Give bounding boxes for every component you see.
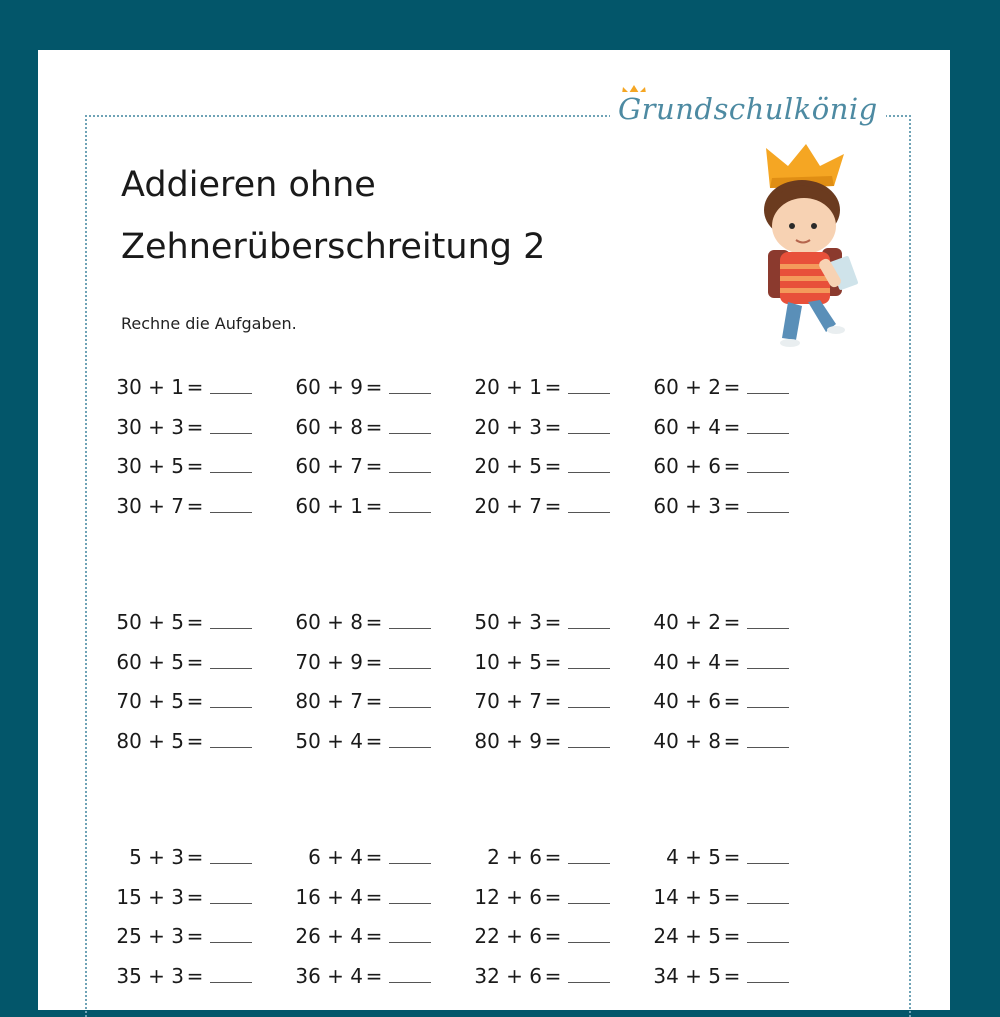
addition-task (454, 650, 610, 674)
equals-sign: = (544, 375, 562, 399)
task-expression: 70 + 9 (295, 649, 363, 674)
addition-task (454, 610, 610, 634)
answer-blank[interactable] (747, 454, 789, 473)
equals-sign: = (186, 375, 204, 399)
answer-blank[interactable] (389, 494, 431, 513)
addition-task (454, 689, 610, 713)
equals-sign: = (365, 845, 383, 869)
addition-task (96, 689, 252, 713)
addition-task (633, 885, 789, 909)
task-expression: 60 + 3 (653, 493, 721, 518)
task-expression: 40 + 4 (653, 649, 721, 674)
instruction-text: Rechne die Aufgaben. (121, 314, 297, 333)
task-expression: 16 + 4 (295, 884, 363, 909)
task-expression: 30 + 1 (116, 375, 184, 399)
equals-sign: = (723, 493, 741, 518)
equals-sign: = (365, 610, 383, 634)
addition-task (96, 494, 252, 518)
answer-blank[interactable] (568, 415, 610, 434)
answer-blank[interactable] (210, 610, 252, 629)
answer-blank[interactable] (389, 845, 431, 864)
answer-blank[interactable] (747, 964, 789, 983)
addition-task (275, 375, 431, 399)
addition-task (633, 610, 789, 634)
equals-sign: = (723, 924, 741, 948)
answer-blank[interactable] (210, 454, 252, 473)
equals-sign: = (544, 963, 562, 988)
equals-sign: = (186, 689, 204, 713)
answer-blank[interactable] (568, 924, 610, 943)
addition-task (275, 415, 431, 439)
equals-sign: = (544, 649, 562, 674)
equals-sign: = (186, 649, 204, 674)
answer-blank[interactable] (568, 610, 610, 629)
addition-task (454, 964, 610, 988)
answer-blank[interactable] (568, 845, 610, 864)
addition-task (275, 924, 431, 948)
equals-sign: = (723, 689, 741, 713)
answer-blank[interactable] (568, 885, 610, 904)
addition-task (275, 845, 431, 869)
equals-sign: = (186, 414, 204, 439)
addition-task (275, 610, 431, 634)
answer-blank[interactable] (747, 494, 789, 513)
equals-sign: = (544, 493, 562, 518)
answer-blank[interactable] (747, 610, 789, 629)
answer-blank[interactable] (568, 375, 610, 394)
answer-blank[interactable] (389, 885, 431, 904)
addition-task (454, 729, 610, 753)
brand-logo: Grundschulkönig (610, 92, 886, 126)
answer-blank[interactable] (568, 964, 610, 983)
answer-blank[interactable] (389, 729, 431, 748)
task-expression: 80 + 9 (474, 728, 542, 753)
task-expression: 32 + 6 (474, 963, 542, 988)
addition-task (454, 494, 610, 518)
addition-task (454, 845, 610, 869)
equals-sign: = (544, 610, 562, 634)
task-expression: 24 + 5 (653, 924, 721, 948)
task-expression: 36 + 4 (295, 963, 363, 988)
addition-task (633, 454, 789, 478)
addition-task (96, 650, 252, 674)
task-expression: 60 + 8 (295, 610, 363, 634)
answer-blank[interactable] (747, 375, 789, 394)
equals-sign: = (186, 610, 204, 634)
equals-sign: = (186, 963, 204, 988)
equals-sign: = (723, 884, 741, 909)
equals-sign: = (186, 884, 204, 909)
task-expression: 12 + 6 (474, 884, 542, 909)
answer-blank[interactable] (747, 845, 789, 864)
answer-blank[interactable] (389, 375, 431, 394)
task-expression: 30 + 5 (116, 454, 184, 478)
task-expression: 20 + 1 (474, 375, 542, 399)
equals-sign: = (723, 610, 741, 634)
addition-task (454, 885, 610, 909)
addition-task (96, 610, 252, 634)
answer-blank[interactable] (568, 729, 610, 748)
equals-sign: = (186, 728, 204, 753)
task-expression: 20 + 3 (474, 414, 542, 439)
answer-blank[interactable] (747, 885, 789, 904)
answer-blank[interactable] (210, 845, 252, 864)
answer-blank[interactable] (389, 689, 431, 708)
title-line-2: Zehnerüberschreitung 2 (121, 227, 546, 267)
answer-blank[interactable] (210, 650, 252, 669)
task-expression: 15 + 3 (116, 884, 184, 909)
equals-sign: = (365, 493, 383, 518)
addition-task (275, 729, 431, 753)
answer-blank[interactable] (568, 454, 610, 473)
answer-blank[interactable] (568, 650, 610, 669)
boy-with-crown-illustration (748, 140, 878, 355)
equals-sign: = (186, 845, 204, 869)
equals-sign: = (365, 924, 383, 948)
answer-blank[interactable] (210, 924, 252, 943)
answer-blank[interactable] (747, 650, 789, 669)
equals-sign: = (544, 884, 562, 909)
task-expression: 30 + 7 (116, 493, 184, 518)
addition-task (96, 375, 252, 399)
equals-sign: = (365, 963, 383, 988)
task-expression: 70 + 7 (474, 689, 542, 713)
answer-blank[interactable] (389, 964, 431, 983)
addition-task (96, 924, 252, 948)
task-expression: 34 + 5 (653, 963, 721, 988)
equals-sign: = (186, 454, 204, 478)
addition-task (275, 494, 431, 518)
equals-sign: = (365, 649, 383, 674)
equals-sign: = (723, 414, 741, 439)
addition-task (633, 964, 789, 988)
addition-task (96, 845, 252, 869)
task-expression: 60 + 9 (295, 375, 363, 399)
answer-blank[interactable] (210, 689, 252, 708)
page-title (121, 154, 545, 278)
equals-sign: = (544, 845, 562, 869)
task-expression: 20 + 7 (474, 493, 542, 518)
addition-task (96, 964, 252, 988)
addition-task (633, 729, 789, 753)
task-expression: 2 + 6 (487, 845, 542, 869)
equals-sign: = (365, 884, 383, 909)
equals-sign: = (544, 414, 562, 439)
task-expression: 80 + 5 (116, 728, 184, 753)
task-expression: 26 + 4 (295, 924, 363, 948)
addition-task (96, 415, 252, 439)
task-expression: 35 + 3 (116, 963, 184, 988)
addition-task (96, 454, 252, 478)
task-expression: 60 + 6 (653, 454, 721, 478)
addition-task (275, 964, 431, 988)
equals-sign: = (544, 728, 562, 753)
equals-sign: = (723, 649, 741, 674)
equals-sign: = (544, 924, 562, 948)
equals-sign: = (723, 845, 741, 869)
task-expression: 25 + 3 (116, 924, 184, 948)
equals-sign: = (365, 414, 383, 439)
task-expression: 10 + 5 (474, 649, 542, 674)
addition-task (633, 650, 789, 674)
task-expression: 60 + 1 (295, 493, 363, 518)
task-expression: 14 + 5 (653, 884, 721, 909)
addition-task (275, 885, 431, 909)
equals-sign: = (544, 454, 562, 478)
addition-task (275, 454, 431, 478)
answer-blank[interactable] (210, 885, 252, 904)
task-expression: 22 + 6 (474, 924, 542, 948)
equals-sign: = (365, 728, 383, 753)
addition-task (454, 415, 610, 439)
answer-blank[interactable] (389, 454, 431, 473)
worksheet (38, 50, 950, 1010)
addition-task (633, 415, 789, 439)
equals-sign: = (544, 689, 562, 713)
task-expression: 40 + 8 (653, 728, 721, 753)
task-expression: 40 + 6 (653, 689, 721, 713)
task-expression: 50 + 3 (474, 610, 542, 634)
addition-task (454, 924, 610, 948)
answer-blank[interactable] (210, 415, 252, 434)
addition-task (96, 729, 252, 753)
answer-blank[interactable] (747, 924, 789, 943)
answer-blank[interactable] (389, 610, 431, 629)
equals-sign: = (723, 963, 741, 988)
addition-task (96, 885, 252, 909)
equals-sign: = (723, 728, 741, 753)
answer-blank[interactable] (747, 415, 789, 434)
title-line-1: Addieren ohne (121, 165, 376, 205)
task-expression: 60 + 4 (653, 414, 721, 439)
addition-task (275, 650, 431, 674)
task-expression: 20 + 5 (474, 454, 542, 478)
addition-task (454, 375, 610, 399)
equals-sign: = (723, 375, 741, 399)
task-expression: 50 + 4 (295, 728, 363, 753)
task-expression: 4 + 5 (666, 845, 721, 869)
answer-blank[interactable] (210, 964, 252, 983)
task-expression: 60 + 5 (116, 649, 184, 674)
answer-blank[interactable] (210, 494, 252, 513)
addition-task (633, 689, 789, 713)
equals-sign: = (723, 454, 741, 478)
addition-task (633, 845, 789, 869)
addition-task (454, 454, 610, 478)
equals-sign: = (365, 375, 383, 399)
answer-blank[interactable] (389, 415, 431, 434)
task-expression: 50 + 5 (116, 610, 184, 634)
answer-blank[interactable] (210, 729, 252, 748)
answer-blank[interactable] (747, 729, 789, 748)
addition-task (633, 494, 789, 518)
answer-blank[interactable] (568, 494, 610, 513)
addition-task (633, 924, 789, 948)
equals-sign: = (186, 924, 204, 948)
answer-blank[interactable] (389, 924, 431, 943)
equals-sign: = (186, 493, 204, 518)
answer-blank[interactable] (389, 650, 431, 669)
equals-sign: = (365, 454, 383, 478)
task-expression: 5 + 3 (129, 845, 184, 869)
task-expression: 60 + 7 (295, 454, 363, 478)
task-expression: 6 + 4 (308, 845, 363, 869)
answer-blank[interactable] (568, 689, 610, 708)
task-expression: 60 + 2 (653, 375, 721, 399)
task-expression: 60 + 8 (295, 414, 363, 439)
addition-task (275, 689, 431, 713)
answer-blank[interactable] (747, 689, 789, 708)
addition-task (633, 375, 789, 399)
task-expression: 40 + 2 (653, 610, 721, 634)
task-expression: 70 + 5 (116, 689, 184, 713)
task-expression: 30 + 3 (116, 414, 184, 439)
equals-sign: = (365, 689, 383, 713)
answer-blank[interactable] (210, 375, 252, 394)
task-expression: 80 + 7 (295, 689, 363, 713)
